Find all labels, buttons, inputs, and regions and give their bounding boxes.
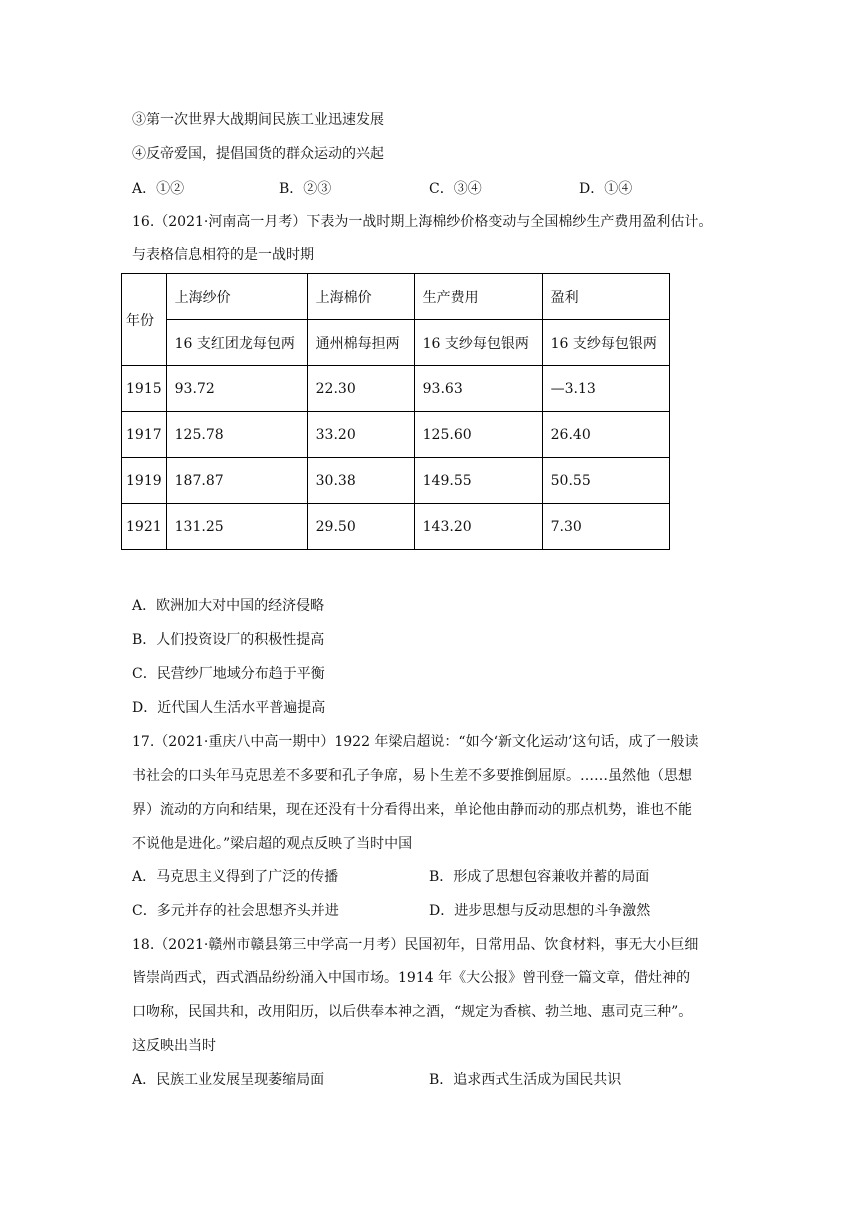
table-cell: 93.63 — [414, 366, 542, 412]
q15-option-c[interactable]: C．③④ — [429, 181, 482, 197]
q15-option-b[interactable]: B．②③ — [279, 181, 332, 197]
table-cell: 187.87 — [166, 458, 307, 504]
table-cell: 22.30 — [307, 366, 414, 412]
q15-option-a[interactable]: A．①② — [132, 181, 185, 197]
q17-stem-line-2: 书社会的口头年马克思差不多要和孔子争席，易卜生差不多要推倒屈原。……虽然他（思想 — [132, 768, 692, 784]
q15-item-4: ④反帝爱国，提倡国货的群众运动的兴起 — [132, 146, 384, 162]
q17-stem-line-1: 17.（2021·重庆八中高一期中）1922 年梁启超说：“如今‘新文化运动’这句话，成了一般读 — [132, 734, 699, 750]
table-cell: 33.20 — [307, 412, 414, 458]
table-cell-year: 1915 — [122, 366, 167, 412]
q17-option-d[interactable]: D．进步思想与反动思想的斗争激然 — [429, 903, 651, 919]
q16-option-d[interactable]: D．近代国人生活水平普遍提高 — [132, 700, 326, 716]
q18-option-a[interactable]: A．民族工业发展呈现萎缩局面 — [132, 1072, 325, 1088]
q16-option-b[interactable]: B．人们投资设厂的积极性提高 — [132, 632, 325, 648]
table-header-profit: 盈利 — [542, 274, 669, 320]
table-cell: 125.60 — [414, 412, 542, 458]
table-subheader-cost-unit: 16 支纱每包银两 — [414, 320, 542, 366]
table-cell: 143.20 — [414, 504, 542, 550]
table-cell: 30.38 — [307, 458, 414, 504]
table-subheader-cotton-unit: 通州棉每担两 — [307, 320, 414, 366]
q17-option-a[interactable]: A．马克思主义得到了广泛的传播 — [132, 869, 339, 885]
q18-stem-line-1: 18.（2021·赣州市赣县第三中学高一月考）民国初年，日常用品、饮食材料，事无大小巨细 — [132, 937, 699, 953]
table-cell-year: 1919 — [122, 458, 167, 504]
table-row — [122, 366, 670, 412]
q17-option-b[interactable]: B．形成了思想包容兼收并蓄的局面 — [429, 869, 650, 885]
table-cell: —3.13 — [542, 366, 669, 412]
q18-stem-line-3: 口吻称，民国共和，改用阳历，以后供奉本神之酒，“规定为香槟、勃兰地、惠司克三种”。 — [132, 1004, 693, 1020]
table-cell: 7.30 — [542, 504, 669, 550]
q17-option-c[interactable]: C．多元并存的社会思想齐头并进 — [132, 903, 339, 919]
q16-data-table — [121, 273, 670, 550]
table-header-year: 年份 — [122, 274, 167, 366]
q18-option-b[interactable]: B．追求西式生活成为国民共识 — [429, 1072, 622, 1088]
q16-stem-line-2: 与表格信息相符的是一战时期 — [132, 247, 314, 263]
table-header-yarn-price: 上海纱价 — [166, 274, 307, 320]
table-cell: 26.40 — [542, 412, 669, 458]
table-cell: 125.78 — [166, 412, 307, 458]
table-cell: 50.55 — [542, 458, 669, 504]
table-cell: 149.55 — [414, 458, 542, 504]
table-row — [122, 504, 670, 550]
table-subheader-profit-unit: 16 支纱每包银两 — [542, 320, 669, 366]
q16-option-c[interactable]: C．民营纱厂地域分布趋于平衡 — [132, 666, 325, 682]
table-row — [122, 412, 670, 458]
table-cell: 93.72 — [166, 366, 307, 412]
table-cell: 131.25 — [166, 504, 307, 550]
table-row — [122, 458, 670, 504]
table-header-cotton-price: 上海棉价 — [307, 274, 414, 320]
q15-options — [132, 178, 732, 198]
table-header-production-cost: 生产费用 — [414, 274, 542, 320]
q15-item-3: ③第一次世界大战期间民族工业迅速发展 — [132, 112, 384, 128]
table-subheader-yarn-unit: 16 支红团龙每包两 — [166, 320, 307, 366]
q17-stem-line-4: 不说他是进化。”梁启超的观点反映了当时中国 — [132, 836, 413, 852]
q15-option-d[interactable]: D．①④ — [579, 181, 633, 197]
table-cell-year: 1921 — [122, 504, 167, 550]
table-cell: 29.50 — [307, 504, 414, 550]
q17-stem-line-3: 界）流动的方向和结果，现在还没有十分看得出来，单论他由静而动的那点机势，谁也不能 — [132, 802, 692, 818]
q16-stem-line-1: 16.（2021·河南高一月考）下表为一战时期上海棉纱价格变动与全国棉纱生产费用盈利估计。 — [132, 214, 713, 230]
q16-option-a[interactable]: A．欧洲加大对中国的经济侵略 — [132, 598, 325, 614]
q18-stem-line-4: 这反映出当时 — [132, 1038, 216, 1054]
q18-stem-line-2: 皆崇尚西式，西式酒品纷纷涌入中国市场。1914 年《大公报》曾刊登一篇文章，借灶神的 — [132, 970, 691, 986]
table-cell-year: 1917 — [122, 412, 167, 458]
